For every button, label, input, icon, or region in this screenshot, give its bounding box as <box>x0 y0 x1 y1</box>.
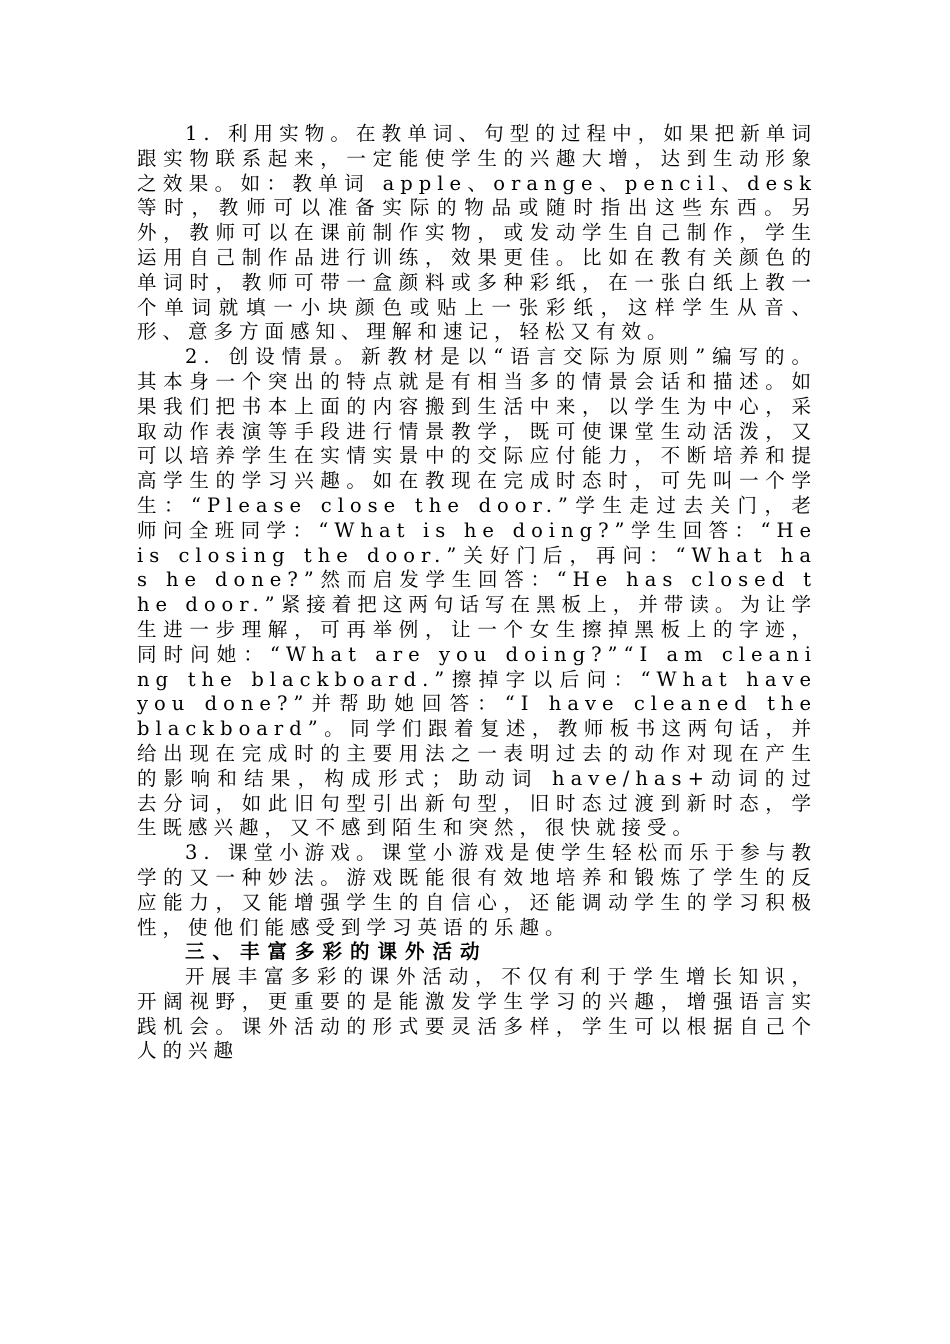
paragraph-real-objects: 1. 利用实物。在教单词、句型的过程中，如果把新单词跟实物联系起来，一定能使学生的兴趣大增，达到生动形象之效果。如：教单词 apple、orange、pencil、desk 等时，教师可以准备实际的物品或随时指出这些东西。另外，教师可以在课前制作实物，或发动学生自己制作，学生运用自己制作品进行训练，效果更佳。比如在教有关颜色的单词时，教师可带一盒颜料或多种彩纸，在一张白纸上教一个单词就填一小块颜色或贴上一张彩纸，这样学生从音、形、意多方面感知、理解和速记，轻松又有效。 <box>137 122 817 344</box>
body-text-column <box>137 122 817 1064</box>
section-heading: 三、丰富多彩的课外活动 <box>185 940 488 964</box>
paragraph-create-scenes: 2. 创设情景。新教材是以“语言交际为原则”编写的。其本身一个突出的特点就是有相当多的情景会话和描述。如果我们把书本上面的内容搬到生活中来，以学生为中心，采取动作表演等手段进行情景教学，既可使课堂生动活泼，又可以培养学生在实情实景中的交际应付能力，不断培养和提高学生的学习兴趣。如在教现在完成时态时，可先叫一个学生：“Please close the door.”学生走过去关门，老师问全班同学：“What is he doing?”学生回答：“He is closing the door.”关好门后，再问：“What has he done?”然而启发学生回答：“He has closed the door.”紧接着把这两句话写在黑板上，并带读。为让学生进一步理解，可再举例，让一个女生擦掉黑板上的字迹，同时问她：“What are you doing?”“I am cleaning the blackboard.”擦掉字以后问：“What have you done?”并帮助她回答：“I have cleaned the blackboard”。同学们跟着复述，教师板书这两句话，并给出现在完成时的主要用法之一表明过去的动作对现在产生的影响和结果，构成形式；助动词 have/has+动词的过去分词，如此旧句型引出新句型，旧时态过渡到新时态，学生既感兴趣，又不感到陌生和突然，很快就接受。 <box>137 345 817 840</box>
paragraph-extracurricular: 开展丰富多彩的课外活动，不仅有利于学生增长知识，开阔视野，更重要的是能激发学生学习的兴趣，增强语言实践机会。课外活动的形式要灵活多样，学生可以根据自己个人的兴趣 <box>137 965 817 1063</box>
paragraph-classroom-games: 3. 课堂小游戏。课堂小游戏是使学生轻松而乐于参与教学的又一种妙法。游戏既能很有效地培养和锻炼了学生的反应能力，又能增强学生的自信心，还能调动学生的学习积极性，使他们能感受到学习英语的乐趣。 <box>137 841 817 939</box>
